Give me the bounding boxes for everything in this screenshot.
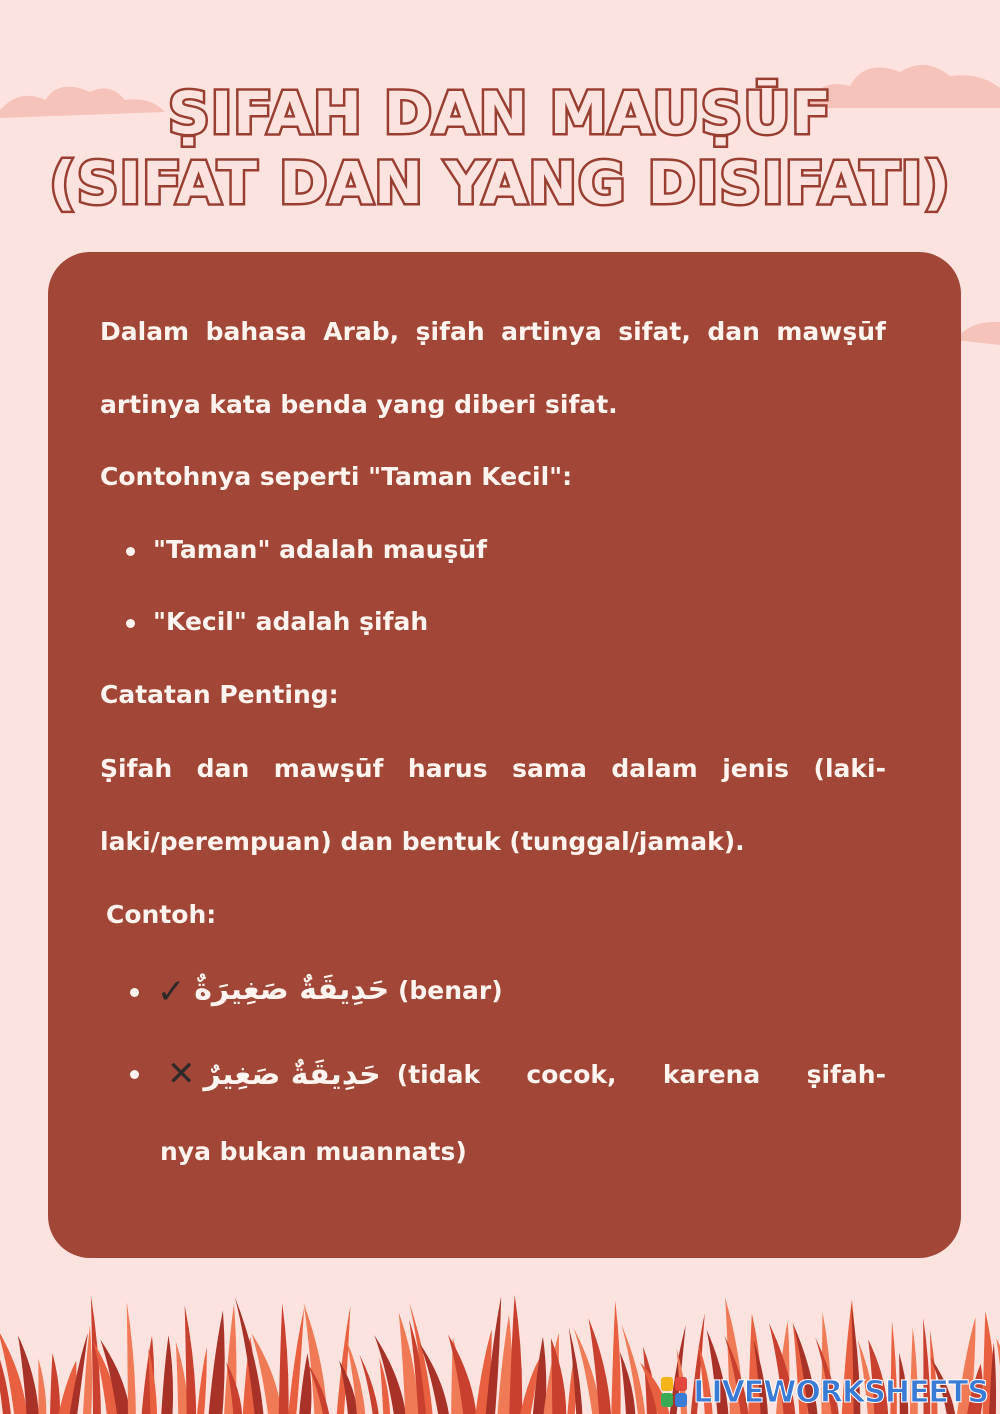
grass-blade bbox=[611, 1300, 620, 1414]
title-line-1: ṢIFAH DAN MAUṢŪF bbox=[167, 79, 833, 147]
arabic-phrase: حَدِيقَةٌ صَغِيرٌ bbox=[203, 1056, 381, 1092]
list-item bbox=[130, 1054, 886, 1094]
grass-blade bbox=[197, 1347, 207, 1414]
check-icon: ✓ bbox=[157, 972, 186, 1012]
list-item-text: "Taman" adalah mauṣūf bbox=[153, 535, 488, 564]
bullet-dot bbox=[126, 547, 135, 556]
word: karena bbox=[662, 1059, 761, 1089]
note-line-1 bbox=[100, 754, 886, 783]
cross-icon: ✕ bbox=[167, 1054, 196, 1094]
liveworksheets-logo-icon bbox=[661, 1377, 687, 1407]
page-title bbox=[0, 78, 1000, 218]
note-line-2: laki/perempuan) dan bentuk (tunggal/jamak). bbox=[100, 827, 745, 856]
word: mawṣūf bbox=[273, 754, 384, 783]
word: cocok, bbox=[526, 1059, 617, 1089]
note-heading: Catatan Penting: bbox=[100, 680, 339, 709]
word: ṣifah- bbox=[806, 1059, 886, 1089]
grass-blade bbox=[299, 1353, 311, 1414]
intro-line-1 bbox=[100, 317, 886, 346]
example-note-line-2: nya bukan muannats) bbox=[160, 1137, 467, 1166]
content-card bbox=[48, 252, 961, 1258]
list-item bbox=[130, 972, 503, 1012]
word: bahasa bbox=[205, 317, 307, 346]
grass-blade bbox=[996, 1338, 1000, 1414]
word: Dalam bbox=[100, 317, 190, 346]
word: ṣifah bbox=[415, 317, 485, 346]
word: sama bbox=[512, 754, 587, 783]
example-intro: Contohnya seperti "Taman Kecil": bbox=[100, 462, 573, 491]
word: harus bbox=[407, 754, 488, 783]
list-item bbox=[126, 535, 487, 564]
contoh-heading: Contoh: bbox=[106, 900, 217, 929]
liveworksheets-watermark bbox=[661, 1372, 988, 1412]
cloud-edge-decoration bbox=[955, 310, 1000, 350]
title-line-2: (SIFAT DAN YANG DISIFATI) bbox=[49, 149, 951, 217]
word: jenis bbox=[722, 754, 789, 783]
grass-blade bbox=[209, 1310, 225, 1414]
watermark-text: LIVEWORKSHEETS bbox=[693, 1374, 988, 1410]
bullet-dot bbox=[130, 1070, 139, 1079]
word: dan bbox=[707, 317, 760, 346]
word: (tidak bbox=[396, 1059, 481, 1089]
grass-blade bbox=[374, 1335, 406, 1414]
grass-blade bbox=[127, 1302, 136, 1414]
word: sifat, bbox=[618, 317, 691, 346]
bullet-dot bbox=[130, 988, 139, 997]
list-item bbox=[126, 607, 428, 636]
word: (laki- bbox=[813, 754, 886, 783]
grass-blade bbox=[161, 1335, 173, 1414]
word: artinya bbox=[501, 317, 602, 346]
example-note: (benar) bbox=[397, 976, 503, 1005]
arabic-phrase: حَدِيقَةٌ صَغِيرَةٌ bbox=[194, 972, 390, 1007]
grass-blade bbox=[83, 1325, 92, 1414]
example-note bbox=[397, 1060, 886, 1089]
bullet-dot bbox=[126, 619, 135, 628]
list-item-text: "Kecil" adalah ṣifah bbox=[153, 607, 429, 636]
grass-blade bbox=[279, 1303, 289, 1414]
word: Arab, bbox=[323, 317, 400, 346]
grass-blade bbox=[50, 1353, 60, 1414]
word: dan bbox=[196, 754, 250, 783]
word: dalam bbox=[611, 754, 698, 783]
grass-blade bbox=[38, 1359, 46, 1414]
word: mawṣūf bbox=[776, 317, 886, 346]
word: Ṣifah bbox=[100, 754, 173, 783]
intro-line-2: artinya kata benda yang diberi sifat. bbox=[100, 390, 618, 419]
